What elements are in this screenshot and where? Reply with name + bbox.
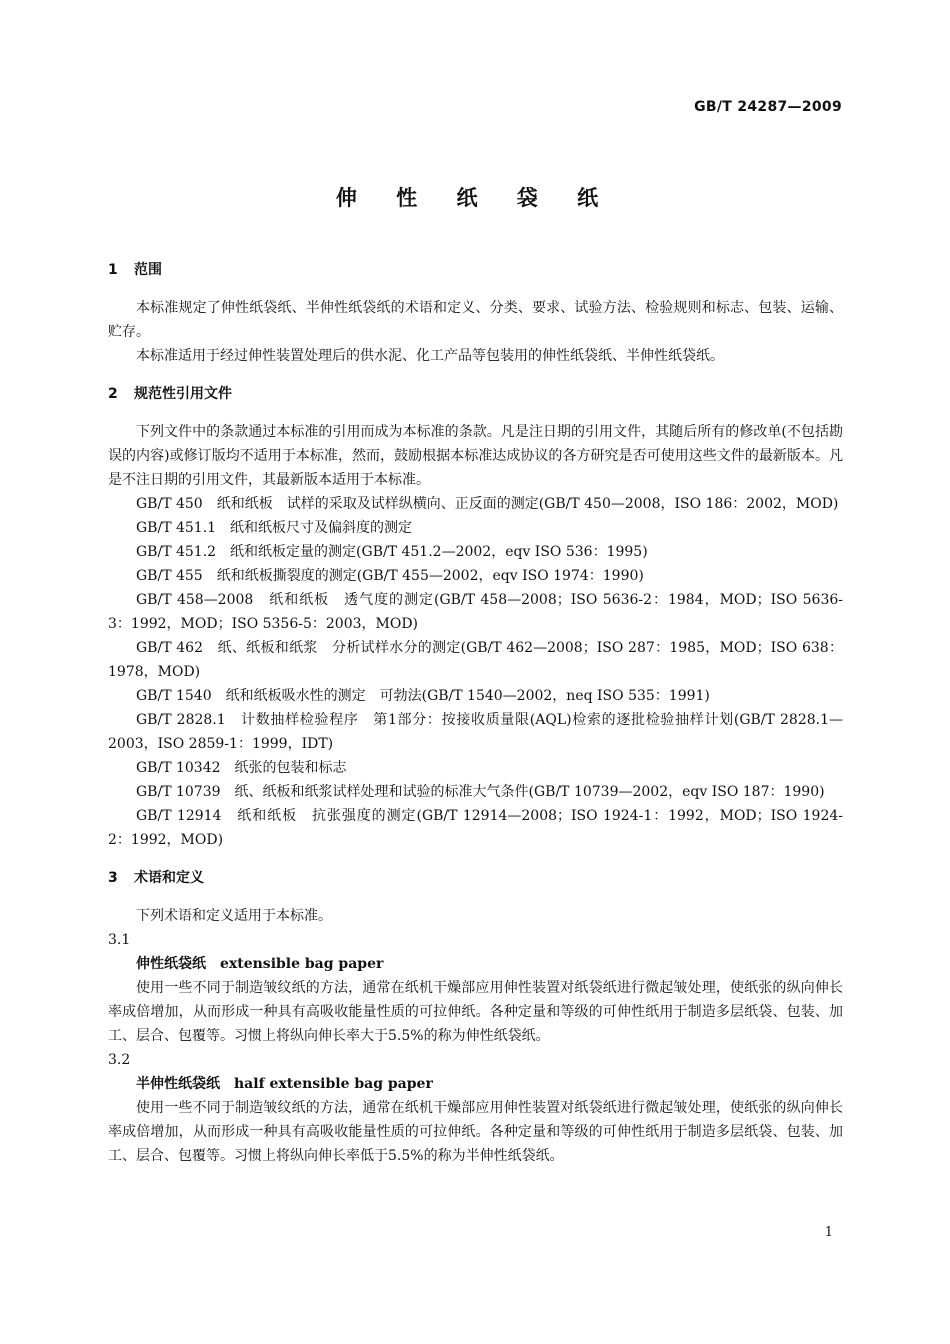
reference-item: GB/T 462 纸、纸板和纸浆 分析试样水分的测定(GB/T 462—2008；ISO 287：1985，MOD；ISO 638：1978，MOD)	[108, 640, 843, 680]
section-heading-scope	[108, 258, 843, 282]
term-heading	[108, 952, 843, 976]
standard-number: GB/T 24287—2009	[694, 99, 842, 115]
reference-item: GB/T 2828.1 计数抽样检验程序 第1部分：按接收质量限(AQL)检索的逐批检验抽样计划(GB/T 2828.1—2003，ISO 2859-1：1999，IDT)	[108, 712, 843, 752]
term-cn: 伸性纸袋纸	[136, 956, 206, 972]
document-title: 伸 性 纸 袋 纸	[335, 186, 615, 210]
reference-item: GB/T 451.1 纸和纸板尺寸及偏斜度的测定	[136, 520, 413, 536]
document-body	[108, 258, 843, 1168]
page-number: 1	[824, 1225, 833, 1240]
section-heading-normative-references	[108, 382, 843, 406]
reference-item: GB/T 458—2008 纸和纸板 透气度的测定(GB/T 458—2008；ISO 5636-2：1984，MOD；ISO 5636-3：1992，MOD；ISO 5356-5：2003，MOD)	[108, 592, 843, 632]
section-title: 规范性引用文件	[134, 386, 232, 402]
section-title: 范围	[134, 262, 162, 278]
section-number: 3	[108, 870, 118, 886]
term-en: extensible bag paper	[220, 956, 384, 972]
section-title: 术语和定义	[134, 870, 204, 886]
references-intro: 下列文件中的条款通过本标准的引用而成为本标准的条款。凡是注日期的引用文件，其随后所有的修改单(不包括勘误的内容)或修订版均不适用于本标准，然而，鼓励根据本标准达成协议的各方研究是否可使用这些文件的最新版本。凡是不注日期的引用文件，其最新版本适用于本标准。	[108, 424, 843, 488]
reference-item: GB/T 455 纸和纸板撕裂度的测定(GB/T 455—2002，eqv ISO 1974：1990)	[136, 568, 644, 584]
term-en: half extensible bag paper	[234, 1076, 433, 1092]
scope-paragraph: 本标准适用于经过伸性装置处理后的供水泥、化工产品等包装用的伸性纸袋纸、半伸性纸袋纸。	[136, 348, 724, 364]
reference-item: GB/T 10739 纸、纸板和纸浆试样处理和试验的标准大气条件(GB/T 10739—2002，eqv ISO 187：1990)	[136, 784, 825, 800]
terms-intro: 下列术语和定义适用于本标准。	[136, 908, 332, 924]
section-heading-terms	[108, 866, 843, 890]
term-definition: 使用一些不同于制造皱纹纸的方法，通常在纸机干燥部应用伸性装置对纸袋纸进行微起皱处理，使纸张的纵向伸长率成倍增加，从而形成一种具有高吸收能量性质的可拉伸纸。各种定量和等级的可伸性纸用于制造多层纸袋、包装、加工、层合、包覆等。习惯上将纵向伸长率大于5.5%的称为伸性纸袋纸。	[108, 980, 843, 1044]
reference-item: GB/T 1540 纸和纸板吸水性的测定 可勃法(GB/T 1540—2002，neq ISO 535：1991)	[136, 688, 710, 704]
term-number: 3.1	[108, 932, 131, 948]
section-number: 1	[108, 262, 118, 278]
term-cn: 半伸性纸袋纸	[136, 1076, 220, 1092]
reference-item: GB/T 12914 纸和纸板 抗张强度的测定(GB/T 12914—2008；ISO 1924-1：1992，MOD；ISO 1924-2：1992，MOD)	[108, 808, 843, 848]
reference-item: GB/T 450 纸和纸板 试样的采取及试样纵横向、正反面的测定(GB/T 450—2008，ISO 186：2002，MOD)	[136, 496, 839, 512]
reference-item: GB/T 451.2 纸和纸板定量的测定(GB/T 451.2—2002，eqv ISO 536：1995)	[136, 544, 648, 560]
section-number: 2	[108, 386, 118, 402]
term-heading	[108, 1072, 843, 1096]
term-definition: 使用一些不同于制造皱纹纸的方法，通常在纸机干燥部应用伸性装置对纸袋纸进行微起皱处理，使纸张的纵向伸长率成倍增加，从而形成一种具有高吸收能量性质的可拉伸纸。各种定量和等级的可伸性纸用于制造多层纸袋、包装、加工、层合、包覆等。习惯上将纵向伸长率低于5.5%的称为半伸性纸袋纸。	[108, 1100, 843, 1164]
scope-paragraph: 本标准规定了伸性纸袋纸、半伸性纸袋纸的术语和定义、分类、要求、试验方法、检验规则和标志、包装、运输、贮存。	[108, 300, 843, 340]
term-number: 3.2	[108, 1052, 131, 1068]
reference-item: GB/T 10342 纸张的包装和标志	[136, 760, 347, 776]
